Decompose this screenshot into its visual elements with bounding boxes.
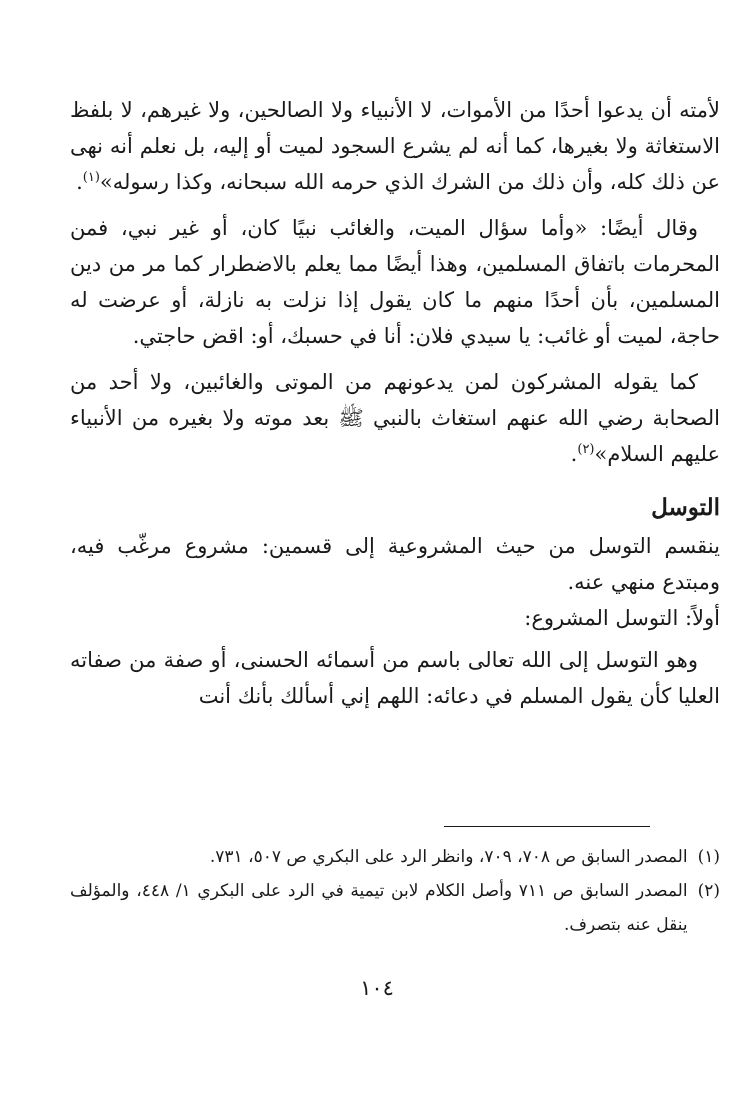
section-heading: التوسل xyxy=(651,494,720,521)
footnote-1-text: المصدر السابق ص ٧٠٨، ٧٠٩، وانظر الرد على البكري ص ٥٠٧، ٧٣١. xyxy=(209,847,688,867)
footnote-1 xyxy=(70,840,720,874)
subheading: أولاً: التوسل المشروع: xyxy=(524,606,720,630)
footnote-separator xyxy=(444,826,650,827)
subheading-paragraph: وهو التوسل إلى الله تعالى باسم من أسمائه الحسنى، أو صفة من صفاته العليا كأن يقول المسلم في دعائه: اللهم إني أسألك بأنك أنت xyxy=(70,648,720,708)
paragraph-1-text: لأمته أن يدعوا أحدًا من الأموات، لا الأنبياء ولا الصالحين، ولا غيرهم، لا بلفظ الاستغاثة ولا بغيرها، كما أنه لم يشرع السجود لميت أو إليه، بل نعلم أنه نهى عن ذلك كله، وأن ذلك من الشرك الذي حرمه الله سبحانه، وكذا رسوله» xyxy=(70,98,720,194)
footnote-ref-2: (٢) xyxy=(577,442,595,457)
paragraph-2-text: وقال أيضًا: «وأما سؤال الميت، والغائب نبيًا كان، أو غير نبي، فمن المحرمات باتفاق المسلمين، وهذا أيضًا مما يعلم بالاضطرار كما مر من دين المسلمين، بأن أحدًا منهم ما كان يقول إذا نزلت به نازلة، أو عرضت له حاجة، لميت أو غائب: يا سيدي فلان: أنا في حسبك، أو: اقض حاجتي. xyxy=(70,216,720,348)
main-text xyxy=(70,92,720,724)
footnote-2-number: (٢) xyxy=(697,881,720,901)
footnotes xyxy=(70,840,720,942)
footnote-2 xyxy=(70,874,720,942)
section-intro: ينقسم التوسل من حيث المشروعية إلى قسمين: مشروع مرغّب فيه، ومبتدع منهي عنه. xyxy=(70,534,720,594)
footnote-2-text: المصدر السابق ص ٧١١ وأصل الكلام لابن تيمية في الرد على البكري ١/ ٤٤٨، والمؤلف ينقل عنه بتصرف. xyxy=(70,881,688,935)
paragraph-3-text: كما يقوله المشركون لمن يدعونهم من الموتى والغائبين، ولا أحد من الصحابة رضي الله عنهم استغاث بالنبي ﷺ بعد موته ولا بغيره من الأنبياء عليهم السلام» xyxy=(70,370,720,466)
paragraph-3-end: . xyxy=(570,442,578,466)
paragraph-1 xyxy=(70,92,720,200)
paragraph-2 xyxy=(70,210,720,354)
footnote-1-number: (١) xyxy=(697,847,720,867)
footnote-ref-1: (١) xyxy=(82,170,100,185)
paragraph-3 xyxy=(70,364,720,472)
page-number: ١٠٤ xyxy=(360,976,394,1000)
paragraph-1-end: . xyxy=(76,170,83,194)
